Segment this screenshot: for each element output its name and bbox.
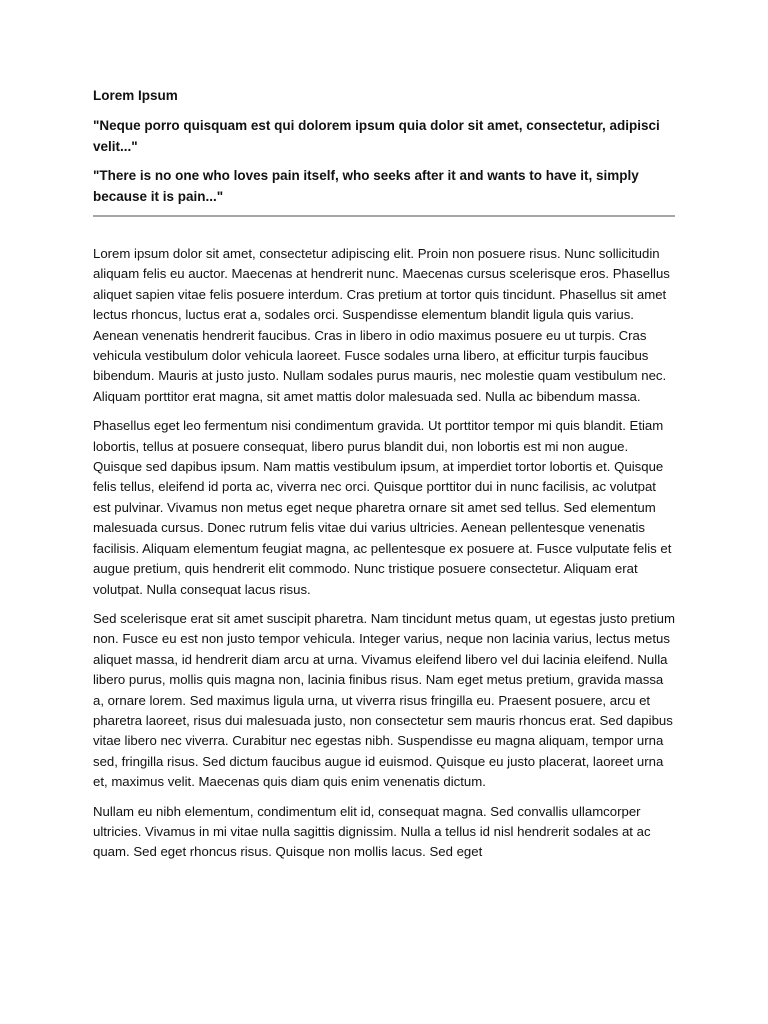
paragraph-4: Nullam eu nibh elementum, condimentum elit id, consequat magna. Sed convallis ullamcorper ultricies. Vivamus in mi vitae nulla sagittis dignissim. Nulla a tellus id nisl hendrerit sodales at ac quam. Sed eget rhoncus risus. Quisque non mollis lacus. Sed eget (93, 803, 651, 860)
paragraph-2: Phasellus eget leo fermentum nisi condimentum gravida. Ut porttitor tempor mi quis blandit. Etiam lobortis, tellus at posuere consequat, libero purus blandit dui, non lobortis est mi non augue. Quisque sed dapibus ipsum. Nam mattis vestibulum ipsum, at imperdiet tortor lobortis et. Quisque felis tellus, eleifend id porta ac, viverra nec orci. Quisque porttitor dui in nunc facilisis, ac volutpat est pulvinar. Vivamus non metus eget neque pharetra ornare sit amet sed tellus. Sed elementum malesuada cursus. Donec rutrum felis vitae dui varius ultricies. Aenean pellentesque venenatis facilisis. Aliquam elementum feugiat magna, ac pellentesque ex posuere at. Fusce vulputate felis et augue pretium, quis hendrerit elit commodo. Nunc tristique posuere consectetur. Aliquam erat volutpat. Nulla consequat lacus risus. (93, 418, 672, 597)
header-divider (93, 215, 675, 217)
document-body (93, 244, 675, 863)
page-title: Lorem Ipsum (93, 88, 178, 103)
document-header (93, 86, 675, 217)
paragraph-1: Lorem ipsum dolor sit amet, consectetur adipiscing elit. Proin non posuere risus. Nunc sollicitudin aliquam felis eu auctor. Maecenas at hendrerit nunc. Maecenas cursus scelerisque eros. Phasellus aliquet sapien vitae felis posuere interdum. Cras pretium at tortor quis tincidunt. Phasellus sit amet lectus rhoncus, luctus erat a, sodales orci. Suspendisse elementum blandit ligula quis varius. Aenean venenatis hendrerit faucibus. Cras in libero in odio maximus posuere eu ut turpis. Cras vehicula vestibulum dolor vehicula laoreet. Fusce sodales urna libero, at efficitur turpis faucibus bibendum. Mauris at justo justo. Nullam sodales purus mauris, nec molestie quam vestibulum nec. Aliquam porttitor erat magna, sit amet mattis dolor malesuada sed. Nulla ac bibendum massa. (93, 246, 670, 404)
document-page (93, 86, 675, 872)
paragraph-3: Sed scelerisque erat sit amet suscipit pharetra. Nam tincidunt metus quam, ut egestas justo pretium non. Fusce eu est non justo tempor vehicula. Integer varius, neque non lacinia varius, lectus metus aliquet massa, id hendrerit diam arcu at urna. Vivamus eleifend libero vel dui lacinia eleifend. Nulla libero purus, mollis quis magna non, lacinia finibus risus. Nam eget metus pretium, gravida massa a, ornare lorem. Sed maximus ligula urna, ut viverra risus fringilla eu. Praesent posuere, arcu et pharetra laoreet, risus dui malesuada justo, non consectetur sem mauris rhoncus erat. Sed dapibus vitae libero nec viverra. Curabitur nec egestas nibh. Suspendisse eu magna aliquam, tempor urna sed, fringilla risus. Sed dictum faucibus augue id euismod. Quisque eu justo placerat, laoreet urna et, maximus velit. Maecenas quis diam quis enim venenatis dictum. (93, 610, 675, 790)
english-quote: "There is no one who loves pain itself, who seeks after it and wants to have it, simply because it is pain..." (93, 168, 639, 204)
latin-quote: "Neque porro quisquam est qui dolorem ipsum quia dolor sit amet, consectetur, adipisci velit..." (93, 118, 660, 154)
